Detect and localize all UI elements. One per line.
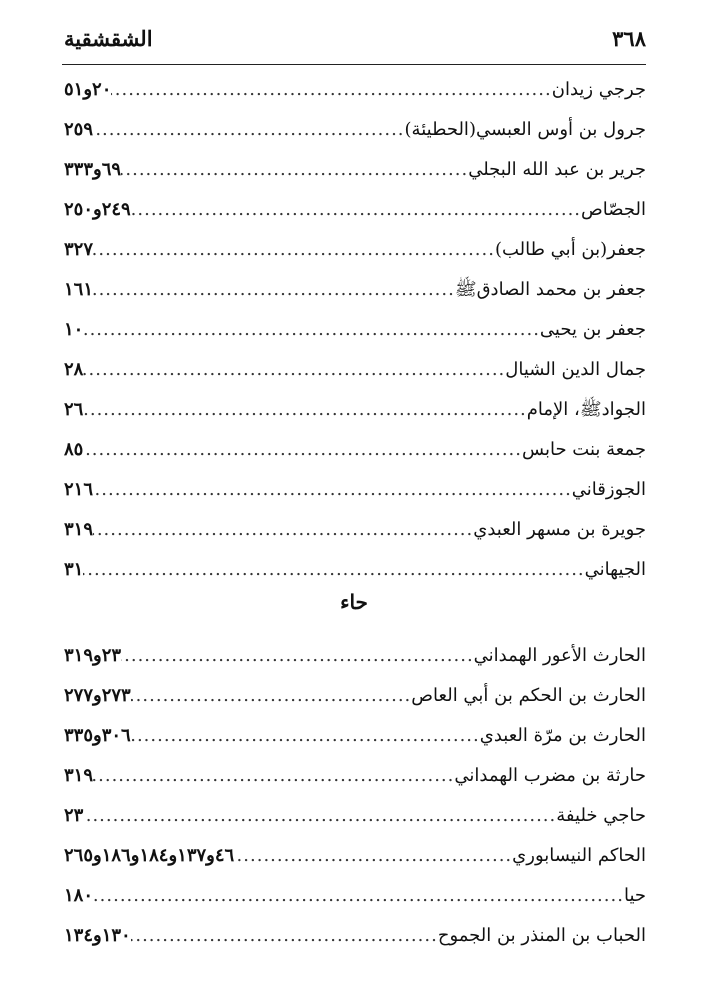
leader-dots (93, 230, 495, 270)
index-entry (64, 150, 646, 190)
index-entry (64, 796, 646, 836)
leader-dots (131, 716, 480, 756)
entry-pages: ٢٣و٣١٩ (64, 645, 122, 666)
entry-pages: ٣١٩ (64, 765, 94, 786)
entry-name: جرول بن أوس العبسي(الحطيئة) (404, 119, 646, 140)
entry-name: الجوزقاني (571, 479, 646, 500)
leader-dots (83, 550, 584, 590)
index-entry (64, 310, 646, 350)
entry-name: الجصّاص (581, 199, 646, 220)
entry-pages: ٢٣ (64, 805, 84, 826)
page-number: ٣٦٨ (612, 26, 646, 51)
index-entry (64, 756, 646, 796)
leader-dots (83, 796, 556, 836)
entry-name: جرجي زيدان (551, 79, 646, 100)
leader-dots (83, 310, 540, 350)
index-entries (64, 70, 646, 956)
entry-pages: ٣٢٧ (64, 239, 94, 260)
entry-pages: ٣١٩ (64, 519, 94, 540)
entry-pages: ٢٦ (64, 399, 84, 420)
entry-name: جمعة بنت حابس (522, 439, 646, 460)
leader-dots (93, 756, 454, 796)
entry-name: الحباب بن المنذر بن الجموح (437, 925, 646, 946)
entry-name: الحارث بن الحكم بن أبي العاص (411, 685, 646, 706)
index-entry (64, 836, 646, 876)
entry-pages: ١٨٠ (64, 885, 94, 906)
leader-dots (93, 510, 473, 550)
index-entry (64, 350, 646, 390)
entry-pages: ١٦١ (64, 279, 94, 300)
leader-dots (83, 390, 526, 430)
entry-pages: ٢٤٩و٢٥٠ (64, 199, 131, 220)
entry-pages: ٢٠و٥١ (64, 79, 112, 100)
leader-dots (234, 836, 512, 876)
entry-pages: ٤٦و١٣٧و١٨٤و١٨٦و٢٦٥ (64, 845, 235, 866)
entry-name: حاجي خليفة (556, 805, 646, 826)
index-entry (64, 110, 646, 150)
entry-pages: ٨٥ (64, 439, 84, 460)
index-entry (64, 676, 646, 716)
leader-dots (121, 150, 468, 190)
index-entry (64, 70, 646, 110)
index-entry (64, 716, 646, 756)
header-rule (62, 64, 646, 65)
entry-pages: ٢١٦ (64, 479, 94, 500)
index-entry (64, 270, 646, 310)
leader-dots (131, 190, 581, 230)
leader-dots (111, 70, 551, 110)
index-entry (64, 470, 646, 510)
entry-name: الجيهاني (584, 559, 646, 580)
header-title: الشقشقية (64, 26, 153, 51)
leader-dots (93, 270, 455, 310)
index-entry (64, 190, 646, 230)
entry-name: حيا (623, 885, 646, 906)
entry-pages: ٢٥٩ (64, 119, 94, 140)
index-entry (64, 230, 646, 270)
entry-pages: ١٣٠و١٣٤ (64, 925, 131, 946)
entry-name: جعفر(بن أبي طالب) (494, 239, 646, 260)
entry-name: حارثة بن مضرب الهمداني (454, 765, 646, 786)
leader-dots (121, 636, 474, 676)
entry-pages: ٢٧٣و٢٧٧ (64, 685, 131, 706)
leader-dots (131, 916, 438, 956)
entry-pages: ٣٠٦و٣٣٥ (64, 725, 131, 746)
leader-dots (131, 676, 412, 716)
index-entry (64, 550, 646, 590)
entry-name: جرير بن عبد الله البجلي (468, 159, 646, 180)
entry-name: جعفر بن محمد الصادقﷺ (454, 279, 646, 300)
index-entry (64, 430, 646, 470)
entry-pages: ٣١ (64, 559, 84, 580)
entry-name: الجوادﷺ، الإمام (526, 399, 646, 420)
leader-dots (93, 110, 405, 150)
index-entry (64, 390, 646, 430)
index-entry (64, 510, 646, 550)
entry-pages: ٢٨ (64, 359, 84, 380)
entry-pages: ٦٩و٣٣٣ (64, 159, 122, 180)
index-entry (64, 876, 646, 916)
index-entry (64, 636, 646, 676)
entry-name: الحارث الأعور الهمداني (473, 645, 646, 666)
section-heading: حاء (340, 590, 368, 614)
entry-name: جعفر بن يحيى (539, 319, 646, 340)
entry-pages: ١٠ (64, 319, 84, 340)
leader-dots (93, 876, 624, 916)
entry-name: الحاكم النيسابوري (512, 845, 646, 866)
entry-name: الحارث بن مرّة العبدي (479, 725, 646, 746)
leader-dots (93, 470, 572, 510)
running-header (64, 26, 646, 60)
leader-dots (83, 430, 522, 470)
index-entry (64, 916, 646, 956)
leader-dots (83, 350, 505, 390)
entry-name: جويرة بن مسهر العبدي (473, 519, 646, 540)
entry-name: جمال الدين الشيال (505, 359, 646, 380)
